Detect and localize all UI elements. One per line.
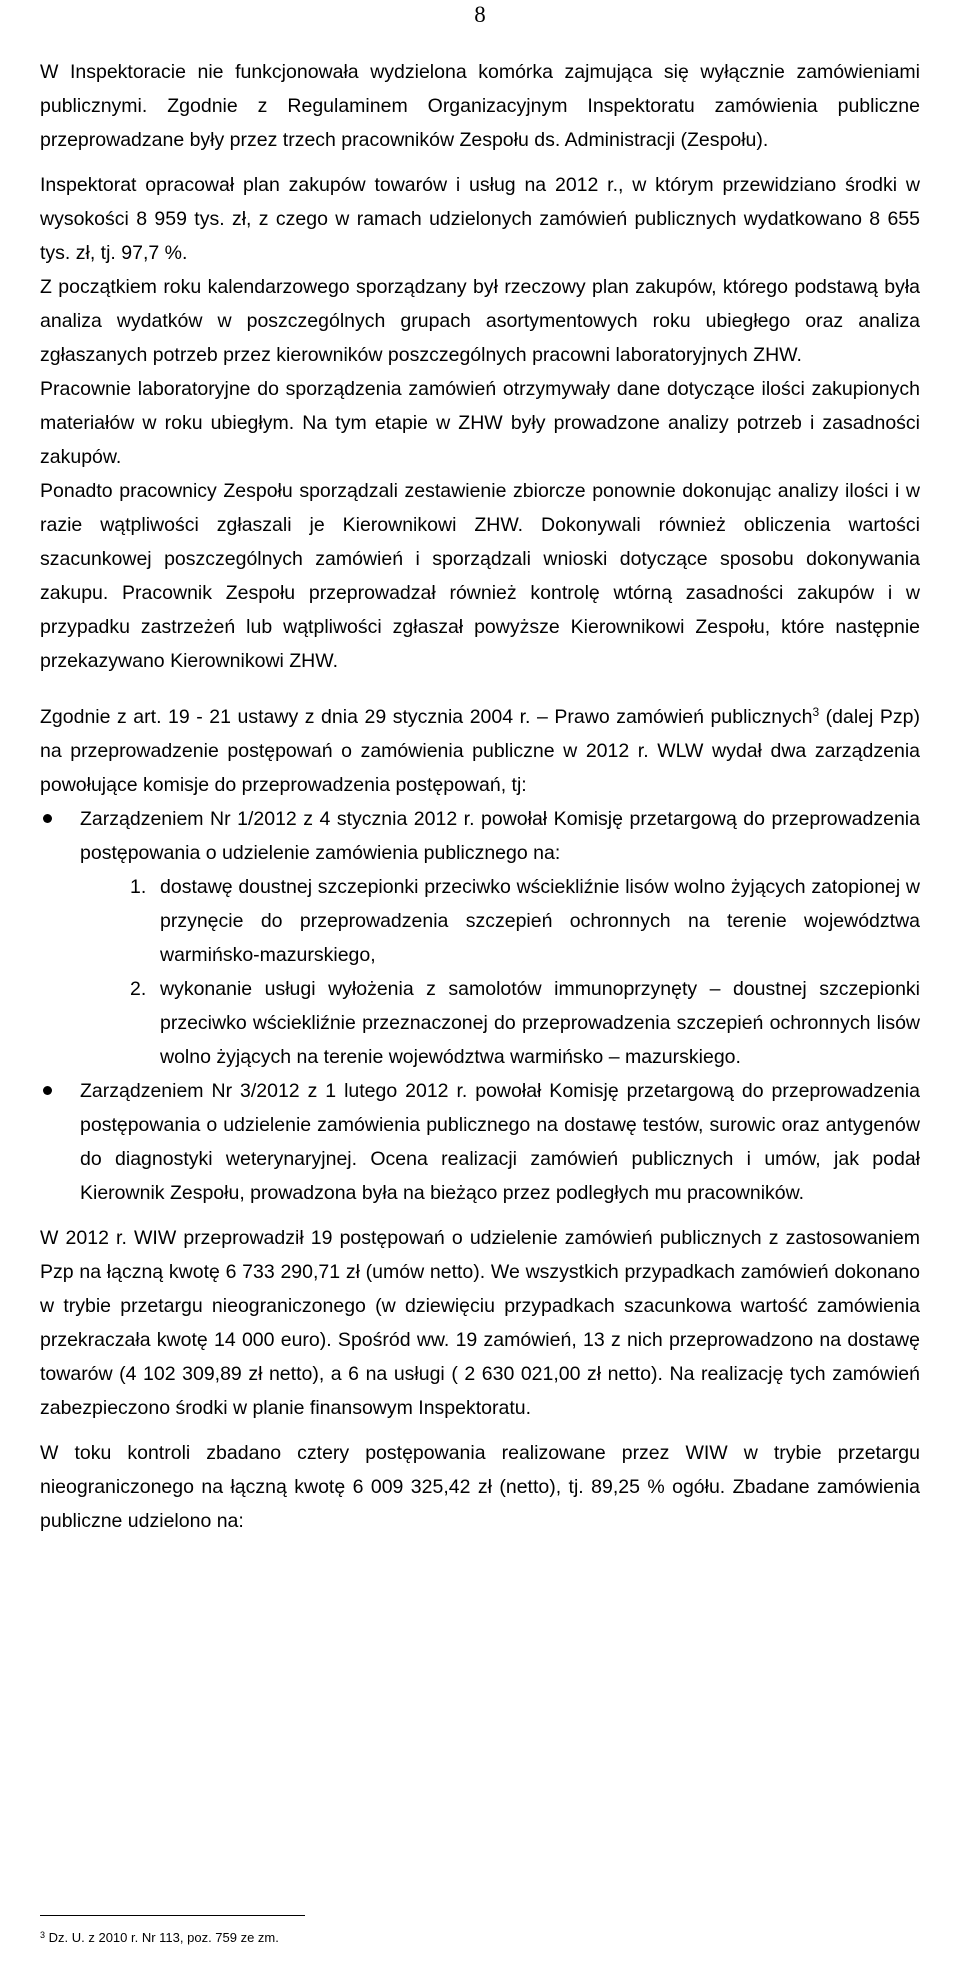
- ordinances-list: [40, 802, 920, 1210]
- paragraph-team-duties: Ponadto pracownicy Zespołu sporządzali zestawienie zbiorcze ponownie dokonując analizy ilości i w razie wątpliwości zgłaszali je Kierownikowi ZHW. Dokonywali również obliczenia wartości szacunkowej poszczególnych zamówień i sporządzali wnioski dotyczące sposobu dokonywania zakupu. Pracownik Zespołu przeprowadzał również kontrolę wtórną zasadności zakupów i w przypadku zastrzeżeń lub wątpliwości zgłaszał powyższe Kierownikowi Zespołu, które następnie przekazywano Kierownikowi ZHW.: [40, 480, 920, 672]
- ordinance-text: Zarządzeniem Nr 1/2012 z 4 stycznia 2012 r. powołał Komisję przetargową do przeprowadzenia postępowania o udzielenie zamówienia publicznego na:: [80, 808, 920, 864]
- paragraph-material-plan: Z początkiem roku kalendarzowego sporządzany był rzeczowy plan zakupów, którego podstawą była analiza wydatków w poszczególnych grupach asortymentowych roku ubiegłego oraz analiza zgłaszanych potrzeb przez kierowników poszczególnych pracowni laboratoryjnych ZHW.: [40, 276, 920, 366]
- footnote-separator: [40, 1915, 305, 1916]
- paragraph-organization: W Inspektoracie nie funkcjonowała wydzielona komórka zajmująca się wyłącznie zamówieniami publicznymi. Zgodnie z Regulaminem Organizacyjnym Inspektoratu zamówienia publiczne przeprowadzane były przez trzech pracowników Zespołu ds. Administracji (Zespołu).: [40, 61, 920, 151]
- procurement-subjects-list: [80, 870, 920, 1074]
- document-body: [40, 55, 920, 1538]
- page-number: 8: [474, 2, 486, 27]
- footnote-reference: 3: [812, 705, 820, 719]
- ordinance-item: [40, 802, 920, 1074]
- item-number: 2.: [130, 978, 147, 1000]
- paragraph-audit-scope: W toku kontroli zbadano cztery postępowania realizowane przez WIW w trybie przetargu nieograniczonego na łączną kwotę 6 009 325,42 zł (netto), tj. 89,25 % ogółu. Zbadane zamówienia publiczne udzielono na:: [40, 1442, 920, 1532]
- item-number: 1.: [130, 876, 147, 898]
- procurement-subject-item: [80, 972, 920, 1074]
- item-text: dostawę doustnej szczepionki przeciwko wściekliźnie lisów wolno żyjących zatopionej w przynęcie do przeprowadzenia szczepień ochronnych na terenie województwa warmińsko-mazurskiego,: [160, 876, 920, 966]
- paragraph-procurement-summary: W 2012 r. WIW przeprowadził 19 postępowań o udzielenie zamówień publicznych z zastosowaniem Pzp na łączną kwotę 6 733 290,71 zł (umów netto). We wszystkich przypadkach zamówień dokonano w trybie przetargu nieograniczonego (w dziewięciu przypadkach szacunkowa wartość zamówienia przekraczała kwotę 14 000 euro). Spośród ww. 19 zamówień, 13 z nich przeprowadzono na dostawę towarów (4 102 309,89 zł netto), a 6 na usługi ( 2 630 021,00 zł netto). Na realizację tych zamówień zabezpieczono środki w planie finansowym Inspektoratu.: [40, 1227, 920, 1419]
- footnote-text: Dz. U. z 2010 r. Nr 113, poz. 759 ze zm.: [45, 1930, 279, 1945]
- ordinance-item: [40, 1074, 920, 1210]
- legal-basis-text: Zgodnie z art. 19 - 21 ustawy z dnia 29 stycznia 2004 r. – Prawo zamówień publicznych: [40, 706, 813, 728]
- paragraph-laboratories: Pracownie laboratoryjne do sporządzenia zamówień otrzymywały dane dotyczące ilości zakupionych materiałów w roku ubiegłym. Na tym etapie w ZHW były prowadzone analizy potrzeb i zasadności zakupów.: [40, 378, 920, 468]
- footnote-number: 3: [40, 1930, 46, 1940]
- legal-basis-text-continued: (dalej Pzp) na przeprowadzenie postępowań o zamówienia publiczne w 2012 r. WLW wydał dwa zarządzenia powołujące komisje do przeprowadzenia postępowań, tj:: [40, 706, 921, 796]
- paragraph-legal-basis: [40, 700, 920, 802]
- ordinance-text: Zarządzeniem Nr 3/2012 z 1 lutego 2012 r. powołał Komisję przetargową do przeprowadzenia postępowania o udzielenie zamówienia publicznego na dostawę testów, surowic oraz antygenów do diagnostyki weterynaryjnej. Ocena realizacji zamówień publicznych i umów, jak podał Kierownik Zespołu, prowadzona była na bieżąco przez podległych mu pracowników.: [80, 1080, 920, 1204]
- item-text: wykonanie usługi wyłożenia z samolotów immunoprzynęty – doustnej szczepionki przeciwko wściekliźnie przeznaczonej do przeprowadzenia szczepień ochronnych lisów wolno żyjących na terenie województwa warmińsko – mazurskiego.: [160, 978, 920, 1068]
- paragraph-purchase-plan: Inspektorat opracował plan zakupów towarów i usług na 2012 r., w którym przewidziano środki w wysokości 8 959 tys. zł, z czego w ramach udzielonych zamówień publicznych wydatkowano 8 655 tys. zł, tj. 97,7 %.: [40, 174, 920, 264]
- procurement-subject-item: [80, 870, 920, 972]
- footnote: [40, 1930, 279, 1946]
